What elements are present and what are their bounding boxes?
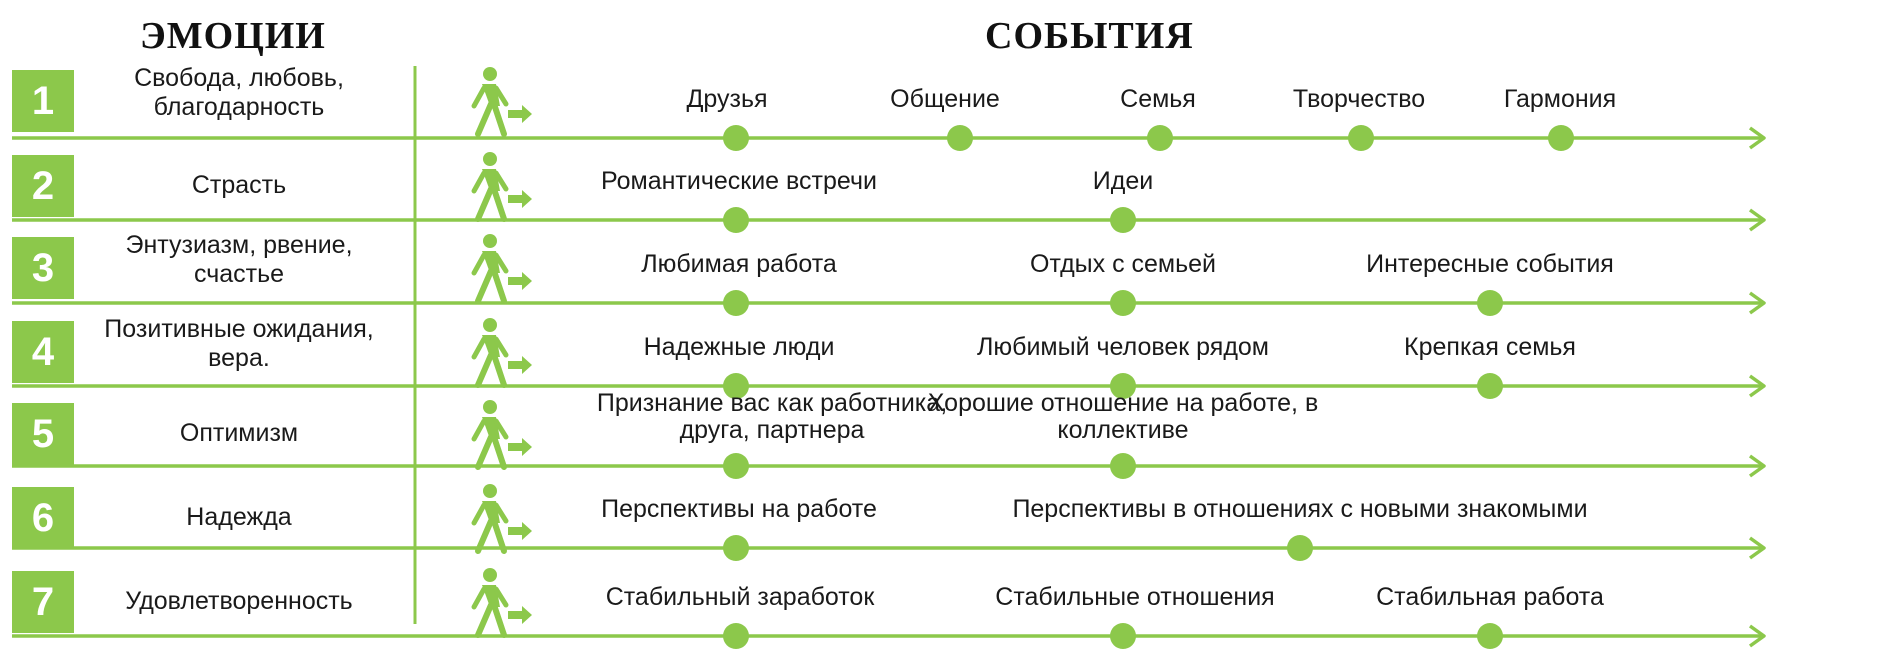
event-label (1093, 168, 1153, 195)
event-line: Идеи (1092, 167, 1154, 195)
event-line: Семья (1120, 85, 1196, 113)
event-label (1012, 496, 1587, 523)
event-label (1366, 251, 1614, 278)
emotion-line: благодарность (153, 93, 325, 121)
event-line: Общение (890, 85, 1000, 113)
small-arrow-icon (508, 105, 532, 123)
event-line: друга, партнера (679, 416, 865, 444)
event-label (601, 496, 877, 523)
event-label (1376, 584, 1604, 611)
event-line: Гармония (1503, 85, 1617, 113)
emotion-line: Энтузиазм, рвение, (125, 231, 353, 259)
emotion-label (78, 171, 400, 200)
row-number-2: 2 (12, 155, 74, 217)
small-arrow-icon (508, 356, 532, 374)
event-dot (1477, 290, 1503, 316)
event-line: Романтические встречи (601, 167, 877, 195)
emotion-line: Оптимизм (179, 419, 299, 447)
emotions-header: ЭМОЦИИ (140, 15, 326, 57)
event-label (1504, 86, 1616, 113)
event-line: Любимая работа (641, 250, 837, 278)
emotion-label (78, 64, 400, 122)
walking-person-icon (474, 568, 506, 635)
event-label (686, 86, 767, 113)
event-dot (1110, 207, 1136, 233)
event-label (977, 334, 1269, 361)
event-line: коллективе (1057, 416, 1189, 444)
event-label (995, 584, 1274, 611)
event-dot (723, 453, 749, 479)
small-arrow-icon (508, 190, 532, 208)
event-line: Отдых с семьей (1030, 250, 1216, 278)
event-line: Надежные люди (643, 333, 835, 361)
emotion-line: Удовлетворенность (125, 587, 353, 615)
walking-person-icon (474, 484, 506, 551)
row-number-1: 1 (12, 70, 74, 132)
event-line: Творчество (1292, 85, 1426, 113)
event-dot (1110, 453, 1136, 479)
event-label (644, 334, 835, 361)
event-dot (1477, 373, 1503, 399)
emotion-line: Страсть (191, 171, 287, 199)
small-arrow-icon (508, 606, 532, 624)
walking-person-icon (474, 152, 506, 219)
event-dot (1548, 125, 1574, 151)
event-label (1120, 86, 1196, 113)
events-header: СОБЫТИЯ (985, 15, 1194, 57)
event-line: Хорошие отношение на работе, в (927, 389, 1319, 417)
event-dot (1110, 290, 1136, 316)
event-label (1404, 334, 1576, 361)
event-dot (1477, 623, 1503, 649)
event-dot (1110, 623, 1136, 649)
small-arrow-icon (508, 522, 532, 540)
event-line: Друзья (686, 85, 768, 113)
event-dot (1348, 125, 1374, 151)
emotion-line: Надежда (186, 503, 292, 531)
event-label (601, 168, 877, 195)
row-number-4: 4 (12, 321, 74, 383)
emotion-label (78, 419, 400, 448)
walking-person-icon (474, 234, 506, 301)
walking-person-icon (474, 318, 506, 385)
event-dot (1287, 535, 1313, 561)
event-dot (723, 290, 749, 316)
event-line: Крепкая семья (1404, 333, 1576, 361)
event-dot (723, 207, 749, 233)
event-line: Перспективы в отношениях с новыми знакомыми (1012, 495, 1588, 523)
event-dot (947, 125, 973, 151)
emotion-label (78, 587, 400, 616)
emotion-label (78, 503, 400, 532)
event-line: Стабильная работа (1376, 583, 1604, 611)
event-dot (723, 535, 749, 561)
event-dot (723, 125, 749, 151)
row-number-3: 3 (12, 237, 74, 299)
emotion-label (78, 231, 400, 289)
walking-person-icon (474, 400, 506, 467)
event-label (606, 584, 875, 611)
emotion-label (78, 315, 400, 373)
event-line: Стабильный заработок (605, 583, 875, 611)
event-line: Признание вас как работника, (596, 389, 948, 417)
emotion-line: Позитивные ожидания, (104, 315, 374, 343)
event-line: Интересные события (1366, 250, 1614, 278)
small-arrow-icon (508, 272, 532, 290)
event-dot (1147, 125, 1173, 151)
row-number-5: 5 (12, 403, 74, 465)
event-label (928, 390, 1318, 444)
emotion-line: вера. (208, 344, 270, 372)
event-line: Стабильные отношения (995, 583, 1275, 611)
event-label (1030, 251, 1216, 278)
event-label (597, 390, 947, 444)
row-number-7: 7 (12, 571, 74, 633)
event-label (890, 86, 1000, 113)
emotion-line: счастье (193, 260, 285, 288)
small-arrow-icon (508, 438, 532, 456)
event-dot (723, 623, 749, 649)
row-number-6: 6 (12, 487, 74, 549)
walking-person-icon (474, 67, 506, 134)
event-label (641, 251, 837, 278)
event-label (1293, 86, 1425, 113)
emotion-line: Свобода, любовь, (134, 64, 344, 92)
event-line: Любимый человек рядом (976, 333, 1270, 361)
event-line: Перспективы на работе (601, 495, 877, 523)
